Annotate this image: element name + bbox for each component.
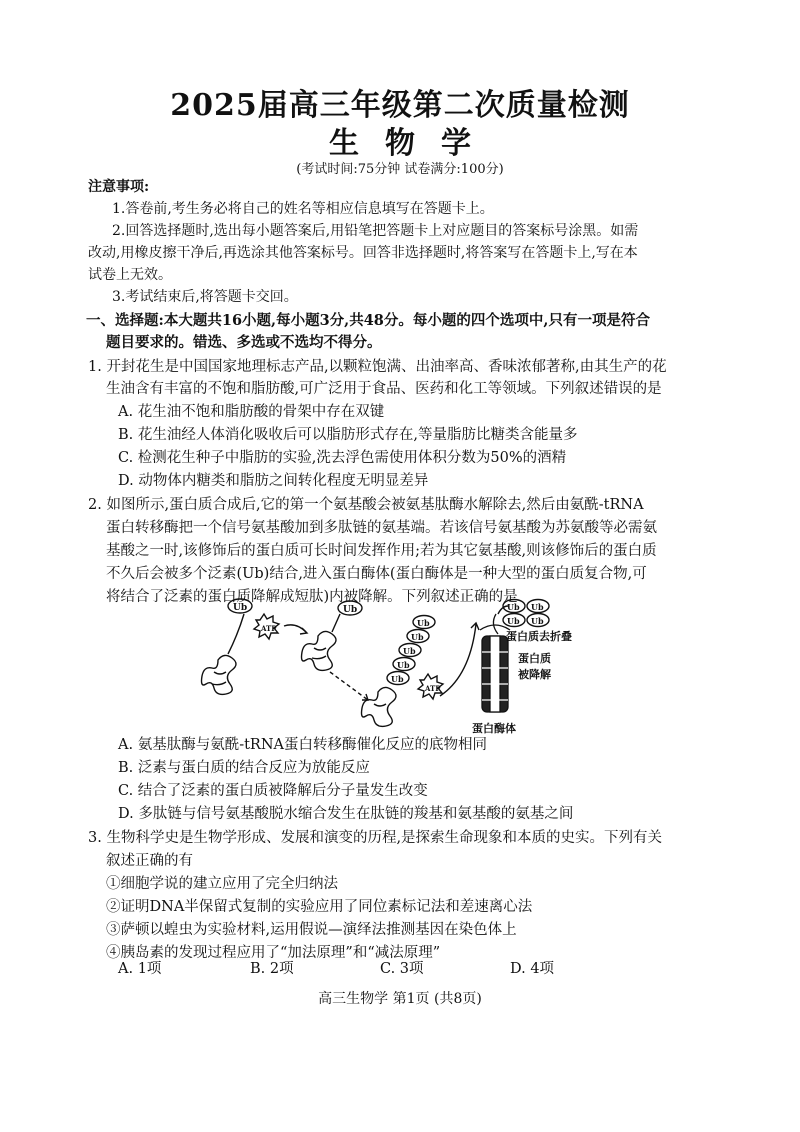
protein-blob-2 [302,631,337,670]
q2-stem-5: 将结合了泛素的蛋白质降解成短肽)内被降解。下列叙述正确的是 [106,589,518,605]
protein-blob-3 [362,687,397,726]
label-degrade-2: 被降解 [518,668,551,681]
ub-label-11: Ub [531,616,544,626]
ub-label-5: Ub [403,646,416,656]
protein-blob-1 [202,655,237,694]
ub-label-9: Ub [531,602,544,612]
q2-option-c: C. 结合了泛素的蛋白质被降解后分子量发生改变 [118,783,428,799]
q3-stem-1: 3. 生物科学史是生物学形成、发展和演变的历程,是探索生命现象和本质的史实。下列有关 [88,830,663,846]
exam-title: 2025届高三年级第二次质量检测 [170,88,630,123]
notice-item-3: 3.考试结束后,将答题卡交回。 [112,289,298,305]
q2-option-a: A. 氨基肽酶与氨酰-tRNA蛋白转移酶催化反应的底物相同 [118,737,487,753]
ub-label-7: Ub [417,618,430,628]
ub-label-6: Ub [411,632,424,642]
ub-label-8: Ub [507,602,520,612]
ub-label-3: Ub [391,674,404,684]
notice-heading: 注意事项: [88,179,150,195]
label-degrade-1: 蛋白质 [518,652,551,665]
q1-stem-2: 生油含有丰富的不饱和脂肪酸,可广泛用于食品、医药和化工等领域。下列叙述错误的是 [106,381,662,397]
section-1-heading: 一、选择题:本大题共16小题,每小题3分,共48分。每小题的四个选项中,只有一项是符合 [86,312,650,329]
q3-option-a: A. 1项 [118,961,162,977]
q2-option-b: B. 泛素与蛋白质的结合反应为放能反应 [118,760,370,776]
notice-item-1: 1.答卷前,考生务必将自己的姓名等相应信息填写在答题卡上。 [112,201,494,217]
notice-item-2c: 试卷上无效。 [88,267,172,283]
q3-statement-1: ①细胞学说的建立应用了完全归纳法 [106,876,338,892]
q1-option-a: A. 花生油不饱和脂肪酸的骨架中存在双键 [118,404,385,420]
ub-label-10: Ub [507,616,520,626]
ub-label-1: Ub [233,603,248,613]
ub-label-2: Ub [343,605,358,615]
subject-title: 生物学 [329,126,497,161]
atp-label-2: ATP [425,684,441,693]
q2-stem-4: 不久后会被多个泛素(Ub)结合,进入蛋白酶体(蛋白酶体是一种大型的蛋白质复合物,可 [106,566,647,582]
ubiquitin-proteasome-diagram [200,596,610,736]
q1-stem-1: 1. 开封花生是中国国家地理标志产品,以颗粒饱满、出油率高、香味浓郁著称,由其生产的花 [88,359,667,375]
notice-item-2b: 改动,用橡皮擦干净后,再选涂其他答案标号。回答非选择题时,将答案写在答题卡上,写在本 [88,245,638,261]
q2-stem-2: 蛋白转移酶把一个信号氨基酸加到多肽链的氨基端。若该信号氨基酸为苏氨酸等必需氨 [106,520,657,536]
q3-stem-2: 叙述正确的有 [106,853,193,869]
notice-item-2a: 2.回答选择题时,选出每小题答案后,用铅笔把答题卡上对应题目的答案标号涂黑。如需 [112,223,639,239]
ub-label-4: Ub [397,660,410,670]
q2-option-d: D. 多肽链与信号氨基酸脱水缩合发生在肽链的羧基和氨基酸的氨基之间 [118,806,574,822]
q1-option-d: D. 动物体内糖类和脂肪之间转化程度无明显差异 [118,473,429,489]
q1-option-b: B. 花生油经人体消化吸收后可以脂肪形式存在,等量脂肪比糖类含能量多 [118,427,578,443]
q3-statement-2: ②证明DNA半保留式复制的实验应用了同位素标记法和差速离心法 [106,899,533,915]
q3-option-c: C. 3项 [380,961,424,977]
atp-label-1: ATP [261,624,277,633]
exam-info: (考试时间:75分钟 试卷满分:100分) [296,162,504,177]
label-proteasome: 蛋白酶体 [472,722,516,735]
label-unfold: 蛋白质去折叠 [506,630,572,643]
q3-option-d: D. 4项 [510,961,555,977]
section-1-heading-cont: 题目要求的。错选、多选或不选均不得分。 [106,334,382,351]
proteasome [480,614,510,712]
q1-option-c: C. 检测花生种子中脂肪的实验,洗去浮色需使用体积分数为50%的酒精 [118,450,567,466]
q3-option-b: B. 2项 [250,961,294,977]
page-footer: 高三生物学 第1页 (共8页) [318,991,482,1007]
q3-statement-3: ③萨顿以蝗虫为实验材料,运用假说—演绎法推测基因在染色体上 [106,922,517,938]
q3-statement-4: ④胰岛素的发现过程应用了“加法原理”和“减法原理” [106,945,441,961]
q2-stem-1: 2. 如图所示,蛋白质合成后,它的第一个氨基酸会被氨基肽酶水解除去,然后由氨酰-tRNA [88,497,644,513]
q2-stem-3: 基酸之一时,该修饰后的蛋白质可长时间发挥作用;若为其它氨基酸,则该修饰后的蛋白质 [106,543,657,559]
